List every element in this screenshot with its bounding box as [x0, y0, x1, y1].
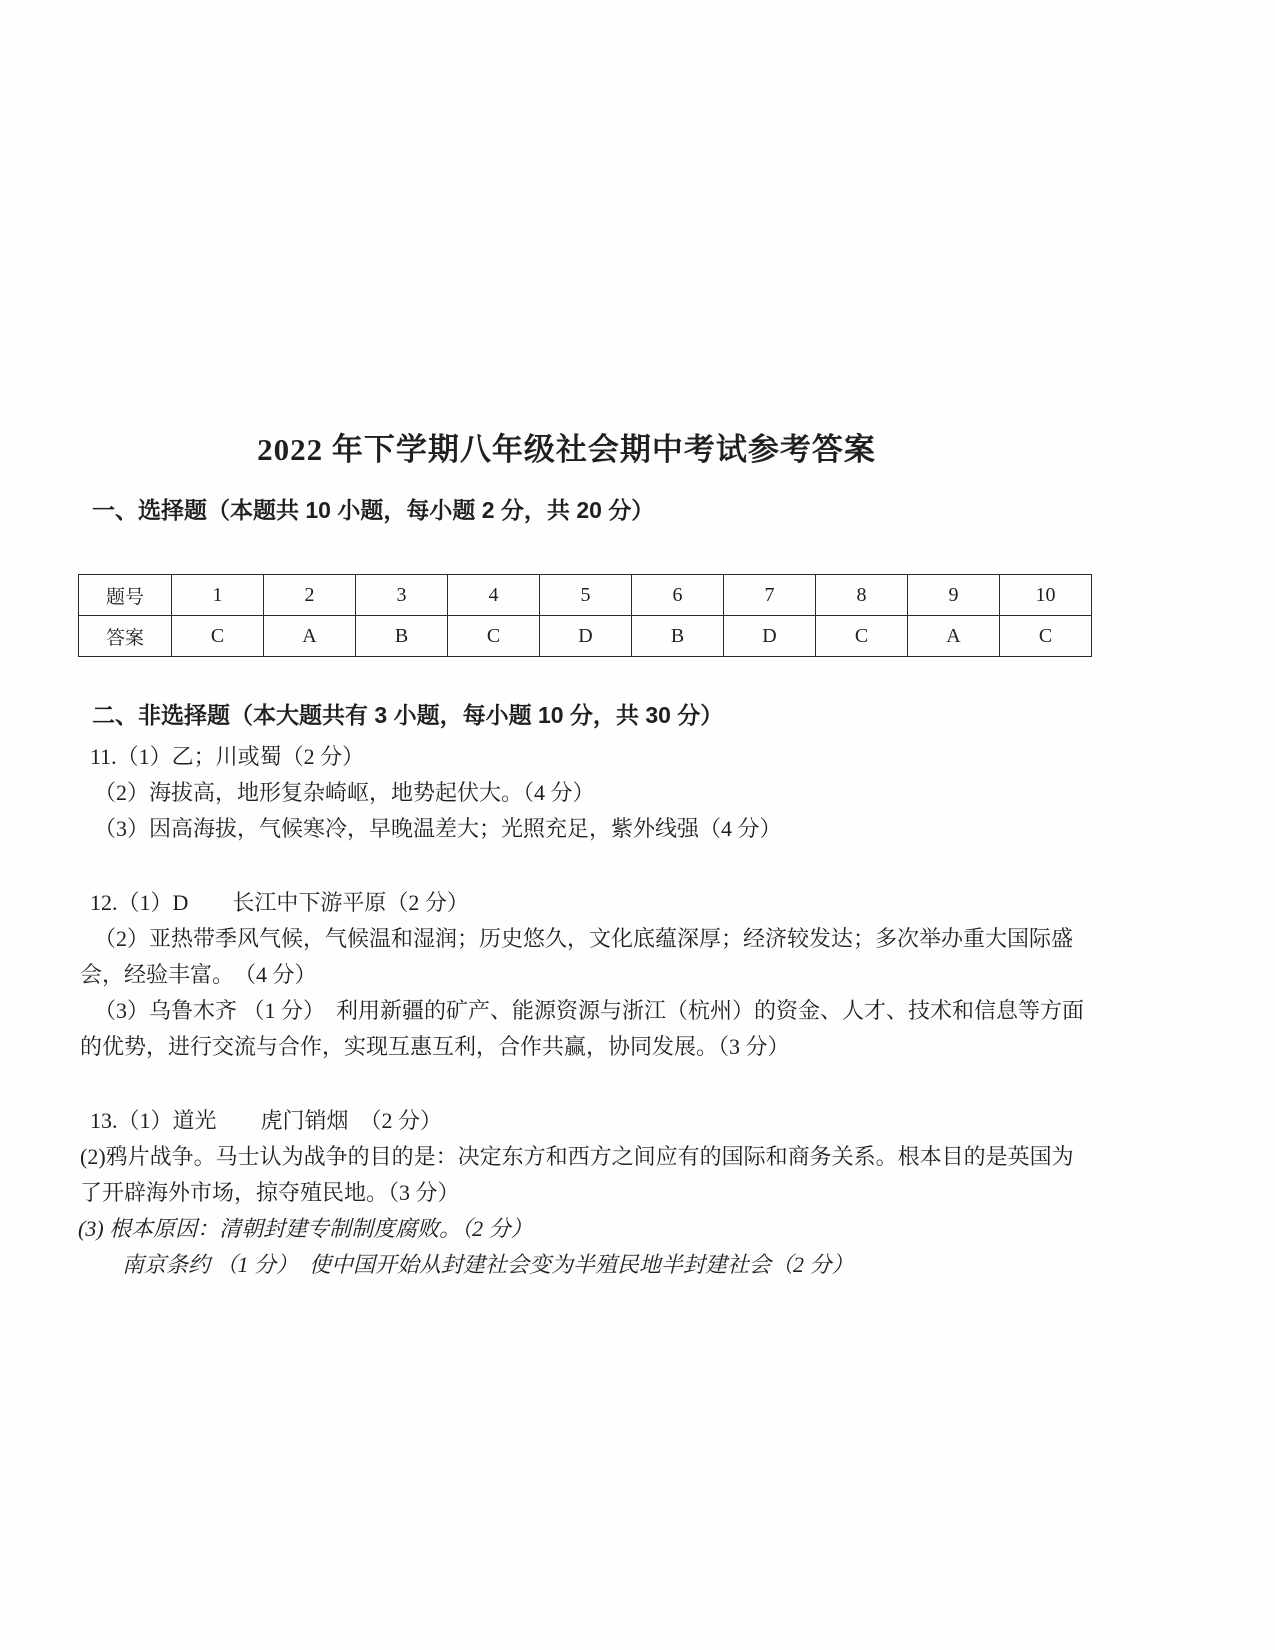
q13-answer-line1: 13.（1）道光 虎门销烟 （2 分） [90, 1108, 443, 1133]
row-label-answer: 答案 [79, 616, 172, 657]
row-label-question-number: 题号 [79, 575, 172, 616]
q12-answer-line3: （3）乌鲁木齐 （1 分） 利用新疆的矿产、能源资源与浙江（杭州）的资金、人才、技术和信息等方面的优势，进行交流与合作，实现互惠互利，合作共赢，协同发展。（3 分） [80, 998, 1085, 1059]
q13-answer-line4: 南京条约 （1 分） 使中国开始从封建社会变为半殖民地半封建社会（2 分） [122, 1252, 854, 1277]
page-content [78, 0, 1095, 1283]
answer-cell: A [264, 616, 356, 657]
question-number-cell: 4 [448, 575, 540, 616]
q11-answer-line3: （3）因高海拔，气候寒冷，早晚温差大；光照充足，紫外线强（4 分） [94, 816, 782, 841]
answer-cell: B [356, 616, 448, 657]
question-number-cell: 10 [1000, 575, 1092, 616]
q13-answer-line3: (3) 根本原因：清朝封建专制制度腐败。（2 分） [78, 1216, 533, 1241]
answer-cell: D [724, 616, 816, 657]
question-number-cell: 1 [172, 575, 264, 616]
answer-cell: C [1000, 616, 1092, 657]
q12-answer-line1: 12.（1）D 长江中下游平原（2 分） [90, 890, 469, 915]
answer-cell: D [540, 616, 632, 657]
q12-answer-line2: （2）亚热带季风气候，气候温和湿润；历史悠久，文化底蕴深厚；经济较发达；多次举办重大国际盛会，经验丰富。 （4 分） [80, 926, 1074, 987]
question-number-cell: 6 [632, 575, 724, 616]
answer-cell: C [448, 616, 540, 657]
section1-heading: 一、选择题（本题共 10 小题，每小题 2 分，共 20 分） [92, 497, 655, 523]
table-row-answers [79, 616, 1092, 657]
q11-answer-line1: 11.（1）乙；川或蜀（2 分） [90, 744, 365, 769]
question-number-cell: 3 [356, 575, 448, 616]
section2-heading: 二、非选择题（本大题共有 3 小题，每小题 10 分，共 30 分） [92, 702, 724, 728]
page-title: 2022 年下学期八年级社会期中考试参考答案 [257, 432, 876, 467]
table-row-question-numbers [79, 575, 1092, 616]
question-number-cell: 9 [908, 575, 1000, 616]
multiple-choice-answer-table [78, 574, 1092, 657]
answer-cell: C [172, 616, 264, 657]
answer-cell: A [908, 616, 1000, 657]
answer-cell: C [816, 616, 908, 657]
question-number-cell: 2 [264, 575, 356, 616]
question-number-cell: 7 [724, 575, 816, 616]
answer-cell: B [632, 616, 724, 657]
question-number-cell: 5 [540, 575, 632, 616]
question-number-cell: 8 [816, 575, 908, 616]
q11-answer-line2: （2）海拔高，地形复杂崎岖，地势起伏大。（4 分） [94, 780, 595, 805]
q13-answer-line2: (2)鸦片战争。马士认为战争的目的是：决定东方和西方之间应有的国际和商务关系。根本目的是英国为了开辟海外市场，掠夺殖民地。（3 分） [80, 1144, 1074, 1205]
